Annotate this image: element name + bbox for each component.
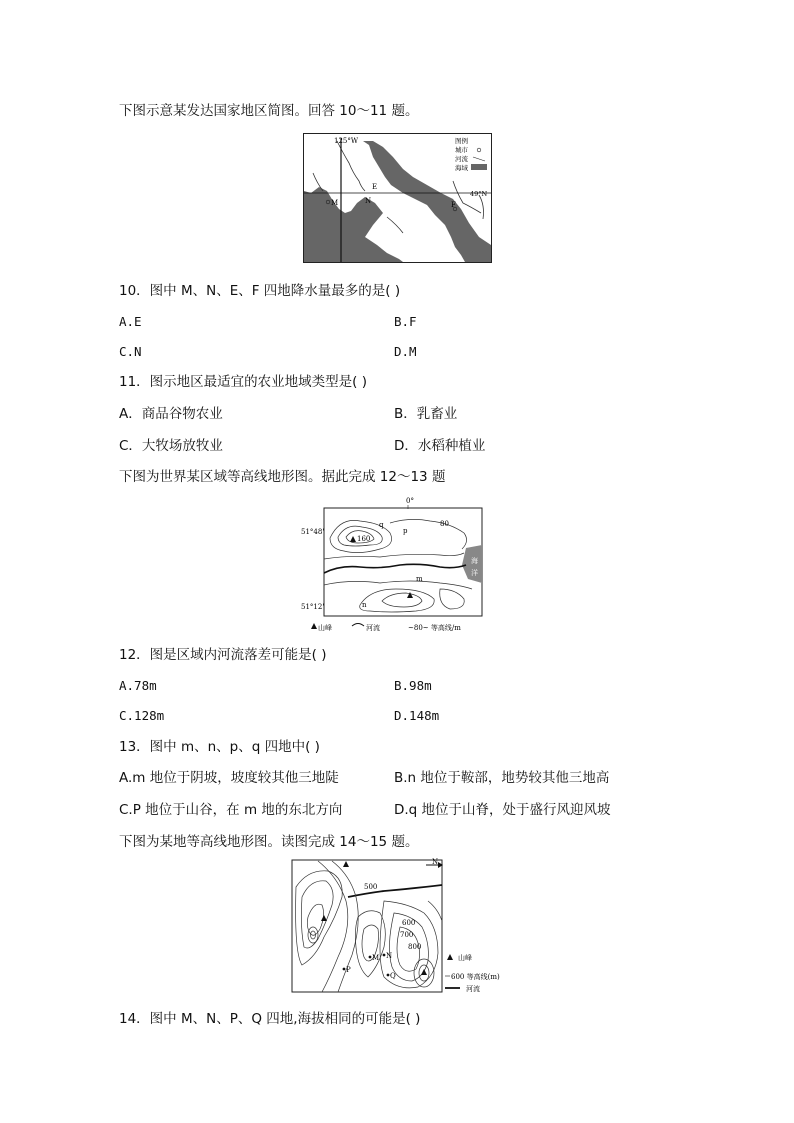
point-m: M <box>331 199 339 207</box>
q12-option-d[interactable]: D.148m <box>394 708 440 723</box>
q10-option-b[interactable]: B.F <box>394 314 417 329</box>
q13-option-b[interactable]: B.n 地位于鞍部，地势较其他三地高 <box>394 770 610 786</box>
legend-peak: 山峰 <box>318 624 332 632</box>
point-n: N <box>365 197 372 205</box>
svg-text:城市: 城市 <box>455 146 468 154</box>
q10-option-a[interactable]: A.E <box>119 314 142 329</box>
contour-map-figure-1 <box>300 493 490 636</box>
q12-option-b[interactable]: B.98m <box>394 678 432 693</box>
point-Q: Q <box>390 972 396 980</box>
region-map-figure <box>303 133 492 263</box>
q10-stem: 10．图中 M、N、E、F 四地降水量最多的是( ) <box>119 283 401 299</box>
point-m: m <box>416 575 423 583</box>
legend-river: 河流 <box>366 624 380 632</box>
contour-80-label: 80 <box>440 520 449 528</box>
q11-stem: 11．图示地区最适宜的农业地域类型是( ) <box>119 374 368 390</box>
north-label: N <box>432 858 439 866</box>
q11-option-d[interactable]: D．水稻种植业 <box>394 438 486 454</box>
q13-option-c[interactable]: C.P 地位于山谷，在 m 地的东北方向 <box>119 802 343 818</box>
q11-option-a[interactable]: A．商品谷物农业 <box>119 406 223 422</box>
q13-option-a[interactable]: A.m 地位于阴坡，坡度较其他三地陡 <box>119 770 339 786</box>
contour-800: 800 <box>408 943 422 951</box>
point-M: M <box>372 954 380 962</box>
q14-stem: 14．图中 M、N、P、Q 四地,海拔相同的可能是( ) <box>119 1011 421 1027</box>
q11-option-c[interactable]: C．大牧场放牧业 <box>119 438 223 454</box>
intro-10-11: 下图示意某发达国家地区简图。回答 10～11 题。 <box>119 103 419 119</box>
contour-500: 500 <box>364 883 378 891</box>
contour-700: 700 <box>400 931 414 939</box>
point-e: E <box>372 183 378 191</box>
q12-stem: 12．图是区域内河流落差可能是( ) <box>119 647 327 663</box>
intro-12-13: 下图为世界某区域等高线地形图。据此完成 12～13 题 <box>119 469 446 485</box>
q12-option-c[interactable]: C.128m <box>119 708 165 723</box>
point-p: p <box>403 527 408 535</box>
q13-option-d[interactable]: D.q 地位于山脊，处于盛行风迎风坡 <box>394 802 611 818</box>
point-P: P <box>346 966 351 974</box>
legend-river: 河流 <box>466 985 480 993</box>
intro-14-15: 下图为某地等高线地形图。读图完成 14～15 题。 <box>119 834 419 850</box>
svg-text:图例: 图例 <box>455 137 468 145</box>
q10-option-d[interactable]: D.M <box>394 344 417 359</box>
svg-text:海域: 海域 <box>455 164 468 172</box>
lat-bottom-label: 51°12' <box>301 603 325 611</box>
lat-top-label: 51°48' <box>301 528 325 536</box>
legend-contour: 600 等高线(m) <box>451 973 500 981</box>
point-f: F <box>451 201 456 209</box>
peak-160-label: 160 <box>357 535 371 543</box>
lon-label: 125°W <box>334 137 359 145</box>
point-N: N <box>386 952 393 960</box>
meridian-label: 0° <box>406 497 414 505</box>
q13-stem: 13．图中 m、n、p、q 四地中( ) <box>119 739 320 755</box>
legend-peak: 山峰 <box>458 954 472 962</box>
contour-600: 600 <box>402 919 416 927</box>
svg-text:海: 海 <box>471 557 478 565</box>
svg-text:洋: 洋 <box>471 569 478 577</box>
q10-option-c[interactable]: C.N <box>119 344 142 359</box>
point-n: n <box>362 601 367 609</box>
q11-option-b[interactable]: B．乳畜业 <box>394 406 458 422</box>
svg-text:河流: 河流 <box>455 155 468 163</box>
lat-label: 49°N <box>470 190 488 198</box>
q12-option-a[interactable]: A.78m <box>119 678 157 693</box>
point-q: q <box>379 521 384 529</box>
contour-map-figure-2 <box>288 857 506 997</box>
legend-contour: ~80~ 等高线/m <box>408 624 461 632</box>
